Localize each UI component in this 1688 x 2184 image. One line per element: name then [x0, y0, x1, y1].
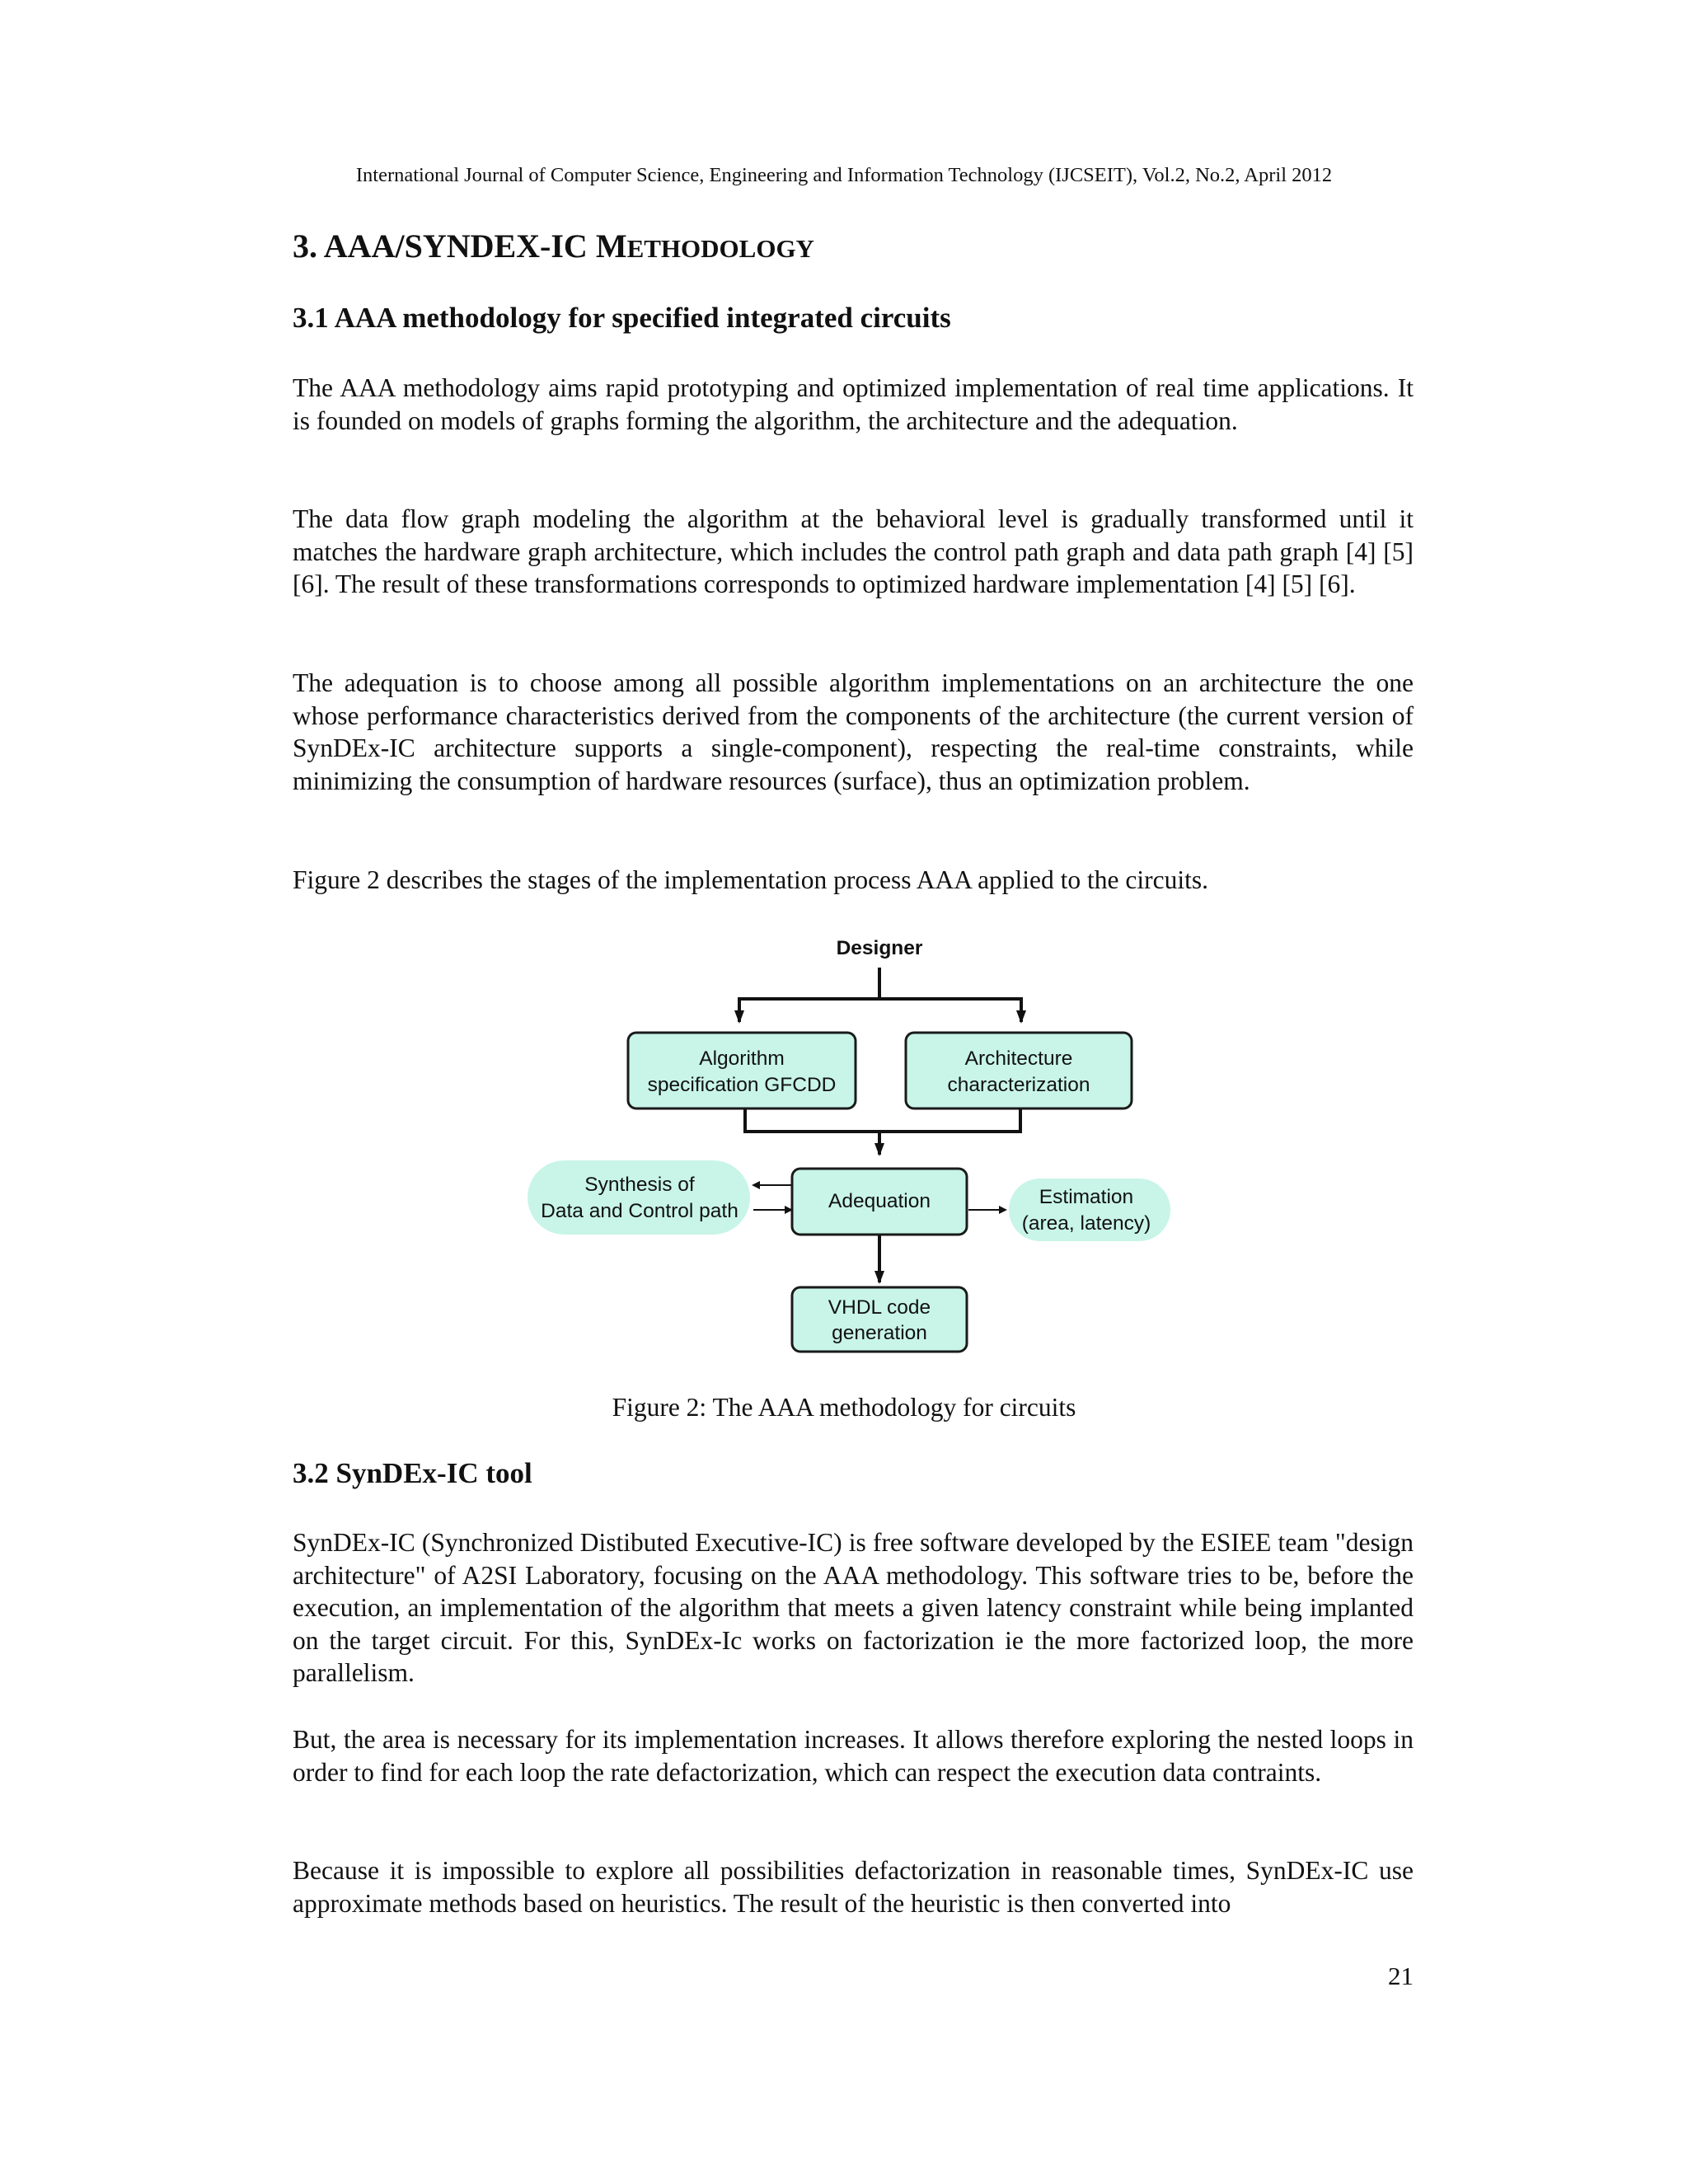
vhdl-code-generation-box: [792, 1287, 967, 1352]
architecture-box-line-2: characterization: [947, 1074, 1090, 1096]
adequation-box-label: Adequation: [828, 1190, 931, 1212]
paragraph-aaa-intro: The AAA methodology aims rapid prototyping and optimized implementation of real time applications. It is founded on models of graphs forming the algorithm, the architecture and the adequation.: [293, 373, 1414, 435]
architecture-box-line-1: Architecture: [964, 1047, 1073, 1070]
merge-arrows: [743, 1109, 1022, 1155]
vhdl-box-line-2: generation: [832, 1322, 927, 1344]
algorithm-box-line-2: specification GFCDD: [647, 1074, 837, 1096]
adequation-box: [792, 1169, 967, 1235]
vhdl-box-line-1: VHDL code: [828, 1296, 931, 1319]
section-3-title-smallcaps: ETHODOLOGY: [626, 234, 814, 263]
paragraph-syndex-ic-intro: SynDEx-IC (Synchronized Distibuted Executive-IC) is free software developed by the ESIEE team "design architecture" of A2SI Laboratory, focusing on the AAA methodology. This software tries to be, before the execution, an implementation of the algorithm that meets a given latency constraint while being implanted on the target circuit. For this, SynDEx-Ic works on factorization ie the more factorized loop, the more parallelism.: [293, 1528, 1414, 1688]
paragraph-heuristics: Because it is impossible to explore all possibilities defactorization in reasonable times, SynDEx-IC use approximate methods based on heuristics. The result of the heuristic is then converted into: [293, 1856, 1414, 1918]
algorithm-specification-box: [628, 1033, 856, 1108]
section-3-2-heading: 3.2 SynDEx-IC tool: [293, 1457, 532, 1489]
paragraph-adequation: The adequation is to choose among all possible algorithm implementations on an architecture the one whose performance characteristics derived from the components of the architecture (the current version of SynDEx-IC architecture supports a single-component), respecting the real-time constraints, while minimizing the consumption of hardware resources (surface), thus an optimization problem.: [293, 668, 1414, 795]
section-3-title-main: 3. AAA/SYNDEX-IC M: [293, 227, 627, 265]
estimation-box-line-2: (area, latency): [1021, 1212, 1151, 1235]
architecture-characterization-box: [906, 1033, 1132, 1108]
algorithm-box-line-1: Algorithm: [699, 1047, 785, 1070]
estimation-box-line-1: Estimation: [1039, 1186, 1134, 1208]
figure-2-caption: Figure 2: The AAA methodology for circuits: [612, 1393, 1076, 1422]
synthesis-box-line-1: Synthesis of: [584, 1174, 695, 1196]
synthesis-box-line-2: Data and Control path: [541, 1200, 738, 1222]
estimation-area-latency-box: [1009, 1179, 1170, 1241]
aaa-methodology-diagram: [519, 923, 1179, 1368]
section-3-title: [293, 227, 814, 269]
section-3-1-heading: 3.1 AAA methodology for specified integrated circuits: [293, 302, 951, 334]
page-number: 21: [1388, 1961, 1414, 1990]
paragraph-data-flow-graph: The data flow graph modeling the algorithm at the behavioral level is gradually transformed until it matches the hardware graph architecture, which includes the control path graph and data path graph [4] [5] [6]. The result of these transformations corresponds to optimized hardware implementation [4] [5] [6].: [293, 504, 1414, 599]
paragraph-area-increase: But, the area is necessary for its implementation increases. It allows therefore exploring the nested loops in order to find for each loop the rate defactorization, which can respect the execution data contraints.: [293, 1725, 1414, 1787]
synthesis-data-control-path-box: [528, 1160, 750, 1235]
designer-label: Designer: [836, 937, 923, 959]
running-header: International Journal of Computer Science, Engineering and Information Technology (IJCSEIT), Vol.2, No.2, April 2012: [355, 164, 1333, 186]
paragraph-figure-reference: Figure 2 describes the stages of the implementation process AAA applied to the circuits.: [293, 865, 1208, 894]
designer-split-arrows: [738, 968, 1023, 1022]
